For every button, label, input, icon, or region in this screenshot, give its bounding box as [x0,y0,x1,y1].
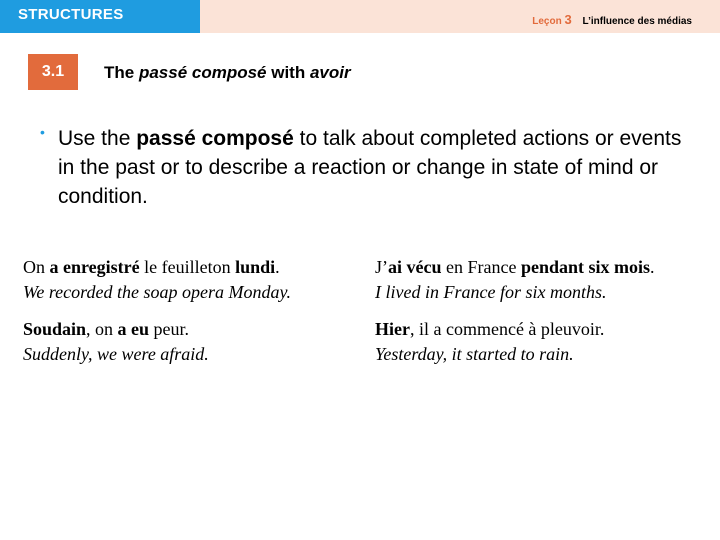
example-french-text: . [650,257,655,277]
section-number-badge: 3.1 [28,54,78,90]
example-french-bold: pendant six mois [520,257,651,277]
example-french-bold: ai vécu [388,257,442,277]
bullet-icon: • [40,124,45,140]
example-french-bold: Soudain [23,319,87,339]
example-french-bold: a enregistré [49,257,140,277]
example-french-bold: Hier [375,319,410,339]
bullet-text-term: passé composé [136,127,294,150]
lesson-title: L’influence des médias [582,16,692,27]
example-french [375,257,655,277]
example-english: I lived in France for six months. [375,282,607,302]
section-title-term2: avoir [309,63,351,82]
example-french-text: On [23,257,50,277]
example-french [23,257,280,277]
example-english: Yesterday, it started to rain. [375,344,574,364]
example-french-bold: a eu [117,319,150,339]
section-title-mid: with [266,63,310,82]
section-title-term: passé composé [138,63,267,82]
example-2 [375,255,655,305]
example-french-text: , il a commencé à pleuvoir. [409,319,605,339]
example-3 [23,317,209,367]
example-french-text: J’ [375,257,388,277]
example-french-text: en France [441,257,521,277]
header-lesson-bar [200,0,720,33]
example-french-text: le feuilleton [139,257,236,277]
section-title [104,63,351,83]
bullet-text-post: to talk about completed actions or events in the past or to describe a reaction or change in state of mind or condition. [58,127,682,208]
example-french-text: , on [86,319,118,339]
example-french [23,319,189,339]
example-1 [23,255,291,305]
lesson-number: 3 [564,12,572,27]
section-title-pre: The [104,63,139,82]
example-french-text: . [275,257,280,277]
bullet-text [58,124,698,211]
example-french-text: peur. [149,319,190,339]
lesson-word: Leçon [532,16,562,27]
bullet-text-pre: Use the [58,127,137,150]
lesson-label [532,12,692,27]
header-section-label: STRUCTURES [18,6,124,23]
example-french-bold: lundi [235,257,276,277]
example-french [375,319,604,339]
example-english: We recorded the soap opera Monday. [23,282,291,302]
example-4 [375,317,604,367]
example-english: Suddenly, we were afraid. [23,344,209,364]
header-section-bar [0,0,200,33]
